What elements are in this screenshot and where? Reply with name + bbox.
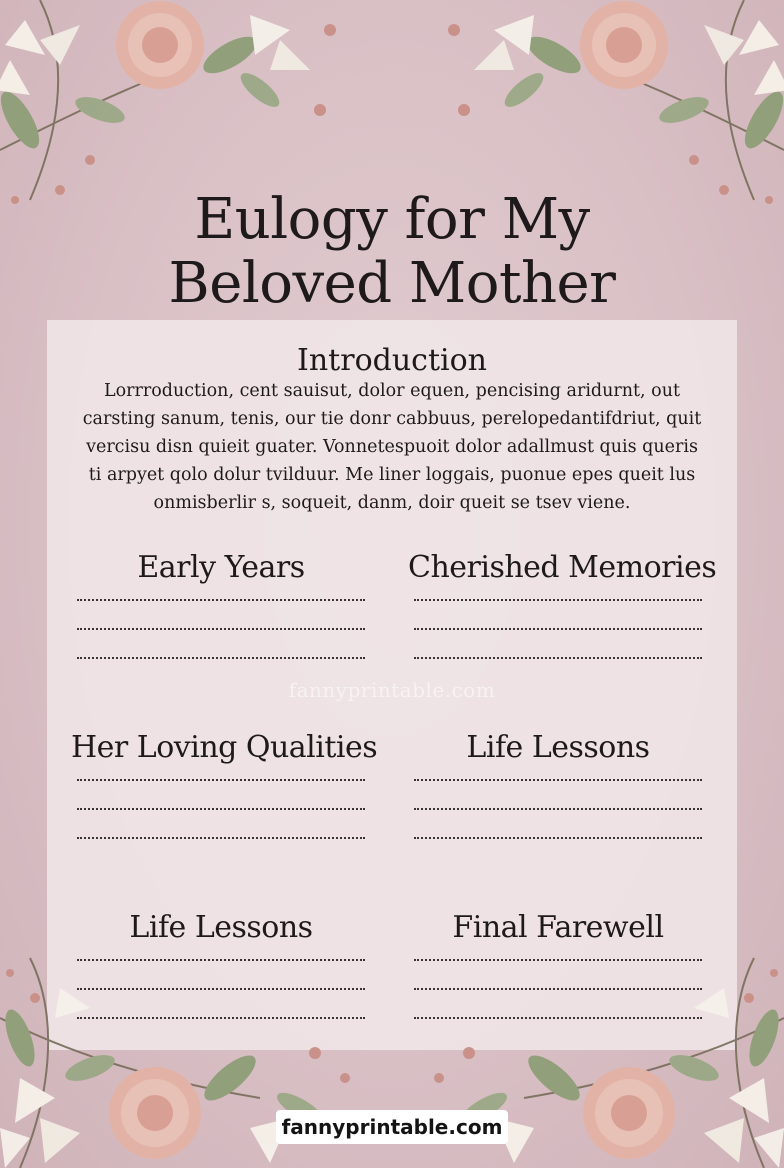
intro-body: Lorrroduction, cent sauisut, dolor equen, pencising aridurnt, out carsting sanum, tenis, our tie donr cabbuus, perelopedantifdriut, quit vercisu disn quieit guater. Vonnetespuoit dolor adallmust quis queris ti arpyet qolo dolur tvilduur. Me liner loggais, puonue epes queit lus onmisberlir s, soqueit, danm, doir queit se tsev viene.	[82, 381, 702, 513]
section-heading: Life Lessons	[129, 910, 313, 945]
writing-lines	[408, 599, 708, 659]
section-her-loving-qualities	[71, 730, 378, 866]
intro-heading: Introduction	[297, 343, 487, 378]
writing-line[interactable]	[414, 808, 702, 810]
footer-site-badge: fannyprintable.com	[276, 1110, 508, 1144]
writing-line[interactable]	[77, 779, 365, 781]
writing-line[interactable]	[77, 837, 365, 839]
writing-line[interactable]	[414, 837, 702, 839]
writing-lines	[71, 599, 371, 659]
section-heading: Life Lessons	[466, 730, 650, 765]
section-heading: Final Farewell	[452, 910, 664, 945]
writing-lines	[408, 779, 708, 839]
section-heading: Early Years	[137, 550, 305, 585]
writing-lines	[71, 779, 371, 839]
section-cherished-memories	[408, 550, 717, 686]
section-life-lessons	[408, 731, 708, 866]
section-heading: Her Loving Qualities	[71, 730, 378, 765]
writing-line[interactable]	[77, 808, 365, 810]
section-early-years	[71, 551, 371, 686]
page-title-line-2: Beloved Mother	[168, 250, 616, 316]
writing-line[interactable]	[77, 599, 365, 601]
writing-line[interactable]	[414, 599, 702, 601]
section-heading: Cherished Memories	[408, 550, 717, 585]
writing-line[interactable]	[414, 628, 702, 630]
writing-line[interactable]	[414, 657, 702, 659]
page-title-line-1: Eulogy for My	[194, 186, 590, 252]
writing-line[interactable]	[414, 779, 702, 781]
page-title	[0, 188, 784, 316]
writing-line[interactable]	[77, 628, 365, 630]
watermark: fannyprintable.com	[288, 678, 496, 702]
writing-line[interactable]	[77, 657, 365, 659]
